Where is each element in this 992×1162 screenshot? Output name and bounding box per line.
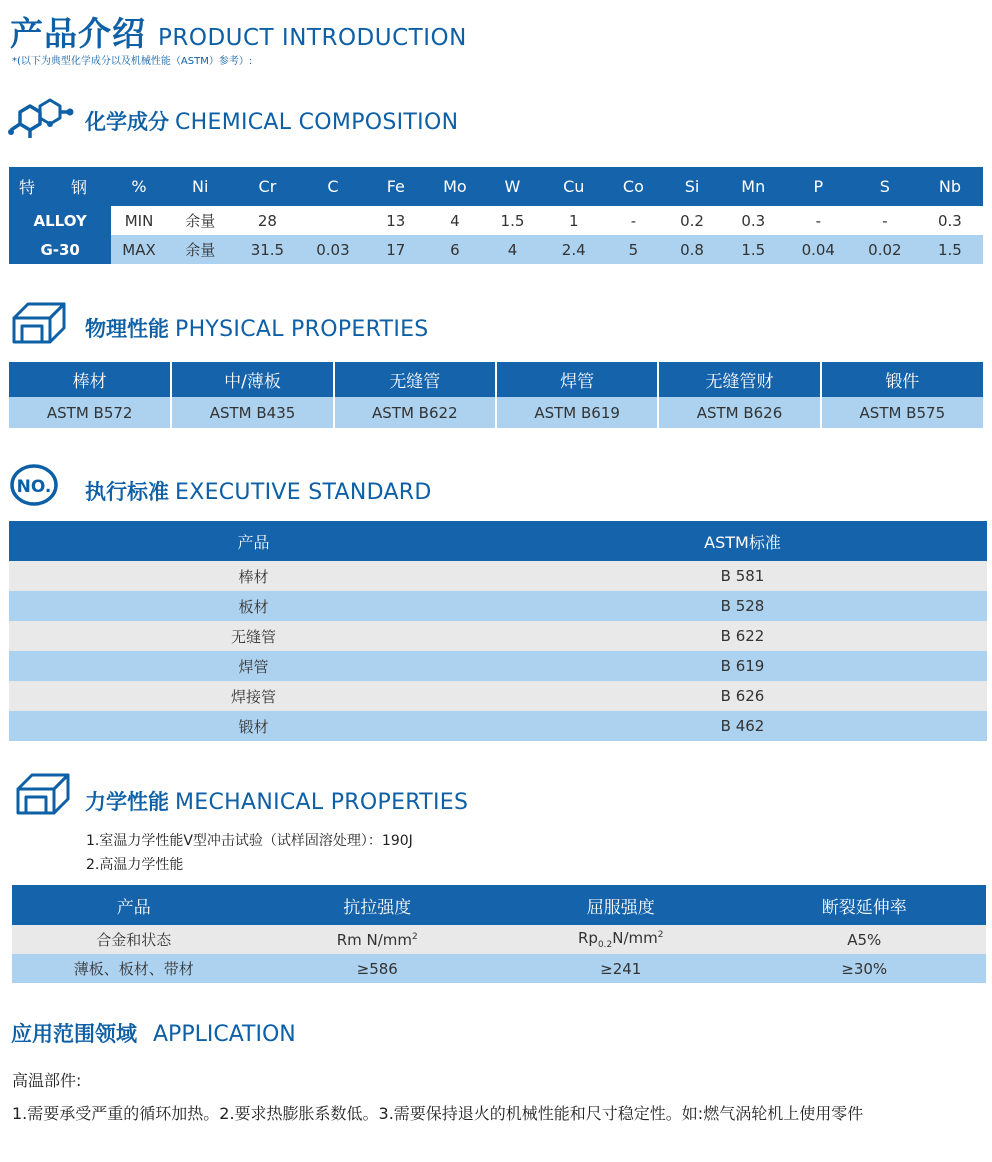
page-title-en: PRODUCT INTRODUCTION <box>158 25 467 51</box>
header-cell: 产品 <box>12 885 256 925</box>
physical-title-en: PHYSICAL PROPERTIES <box>175 317 429 342</box>
table-cell: 4 <box>427 206 483 235</box>
application-paragraph-1: 高温部件: <box>12 1071 82 1090</box>
chemical-header-row <box>9 167 983 206</box>
mechanical-properties-table <box>12 885 986 983</box>
table-cell: 余量 <box>167 235 234 264</box>
table-row <box>9 206 983 235</box>
header-cell: 中/薄板 <box>171 362 333 397</box>
mechanical-notes <box>86 829 413 877</box>
header-steel-b: 钢 <box>71 178 88 197</box>
profile-beam-icon <box>14 771 72 817</box>
table-cell: ASTM B435 <box>171 397 333 428</box>
yield-sub: 0.2 <box>597 940 613 950</box>
table-cell: 2.4 <box>542 235 606 264</box>
number-badge-icon <box>9 463 59 507</box>
table-cell-tensile-unit <box>256 925 500 954</box>
table-cell: 焊管 <box>9 651 498 681</box>
header-cell: 断裂延伸率 <box>743 885 987 925</box>
application-title-zh: 应用范围领域 <box>11 1022 137 1046</box>
header-cell: Mn <box>723 167 784 206</box>
physical-title-zh: 物理性能 <box>85 317 169 341</box>
table-cell: - <box>784 206 853 235</box>
header-cell: Fe <box>365 167 427 206</box>
table-cell: B 622 <box>498 621 987 651</box>
table-row <box>9 235 983 264</box>
header-cell: 无缝管财 <box>658 362 820 397</box>
table-cell: 余量 <box>167 206 234 235</box>
table-cell: - <box>853 206 917 235</box>
standard-title-en: EXECUTIVE STANDARD <box>175 480 432 505</box>
mechanical-header-row <box>12 885 986 925</box>
molecule-icon <box>8 98 74 142</box>
standard-section-title <box>85 476 432 506</box>
application-section-title <box>11 1018 296 1048</box>
application-paragraph-2: 1.需要承受严重的循环加热。2.要求热膨胀系数低。3.需要保持退火的机械性能和尺寸稳定性。如:燃气涡轮机上使用零件 <box>12 1104 864 1123</box>
header-cell: 棒材 <box>9 362 171 397</box>
yield-unit-sup: 2 <box>657 930 664 940</box>
application-title-en: APPLICATION <box>153 1022 296 1047</box>
header-cell: Mo <box>427 167 483 206</box>
table-row <box>9 651 987 681</box>
yield-unit: N/mm <box>612 929 658 947</box>
table-cell: 0.8 <box>661 235 723 264</box>
table-row <box>9 591 987 621</box>
table-cell: 17 <box>365 235 427 264</box>
mechanical-title-zh: 力学性能 <box>85 790 169 814</box>
table-cell: 5 <box>606 235 661 264</box>
executive-standard-table <box>9 521 987 741</box>
table-cell <box>301 206 365 235</box>
table-cell: 0.3 <box>917 206 983 235</box>
table-cell: B 581 <box>498 561 987 591</box>
table-cell: 4 <box>483 235 542 264</box>
header-cell: Si <box>661 167 723 206</box>
table-row <box>12 954 986 983</box>
page-header <box>10 8 467 55</box>
table-row <box>9 397 983 428</box>
standard-title-zh: 执行标准 <box>85 480 169 504</box>
physical-properties-table <box>9 362 983 428</box>
reference-note: *(以下为典型化学成分以及机械性能（ASTM）参考）: <box>12 56 253 67</box>
table-cell: MIN <box>111 206 166 235</box>
table-cell: ≥586 <box>256 954 500 983</box>
physical-section-title <box>85 313 429 343</box>
mechanical-section-title <box>85 786 468 816</box>
header-cell: 产品 <box>9 521 498 561</box>
table-cell: 1 <box>542 206 606 235</box>
table-cell: 1.5 <box>483 206 542 235</box>
header-cell: 焊管 <box>496 362 658 397</box>
chemical-title-en: CHEMICAL COMPOSITION <box>175 110 459 135</box>
table-cell: 无缝管 <box>9 621 498 651</box>
table-cell: 0.02 <box>853 235 917 264</box>
header-cell: 无缝管 <box>334 362 496 397</box>
header-cell: Cr <box>234 167 301 206</box>
table-cell: 6 <box>427 235 483 264</box>
header-cell: Ni <box>167 167 234 206</box>
table-cell: B 528 <box>498 591 987 621</box>
table-row <box>9 711 987 741</box>
table-cell: MAX <box>111 235 166 264</box>
table-cell: 焊接管 <box>9 681 498 711</box>
table-cell: 13 <box>365 206 427 235</box>
header-steel <box>9 167 111 206</box>
table-cell: ASTM B572 <box>9 397 171 428</box>
table-cell: 0.2 <box>661 206 723 235</box>
tensile-unit: Rm N/mm <box>336 930 413 949</box>
header-cell: ASTM标准 <box>498 521 987 561</box>
yield-symbol: Rp <box>577 929 598 947</box>
header-steel-a: 特 <box>19 178 36 197</box>
table-cell: 1.5 <box>723 235 784 264</box>
table-cell: ASTM B619 <box>496 397 658 428</box>
mechanical-note-2: 2.高温力学性能 <box>86 857 184 873</box>
alloy-label-line2: G-30 <box>9 235 111 264</box>
table-row <box>9 621 987 651</box>
mechanical-note-1: 1.室温力学性能V型冲击试验（试样固溶处理）：190J <box>86 833 413 849</box>
table-cell: ASTM B626 <box>658 397 820 428</box>
table-cell: B 462 <box>498 711 987 741</box>
table-cell: 28 <box>234 206 301 235</box>
tensile-unit-sup: 2 <box>412 931 418 942</box>
header-cell: S <box>853 167 917 206</box>
mechanical-title-en: MECHANICAL PROPERTIES <box>175 790 469 815</box>
table-cell-yield-unit <box>499 925 743 954</box>
header-cell: 锻件 <box>821 362 983 397</box>
chemical-composition-table <box>9 167 983 264</box>
table-cell: 0.04 <box>784 235 853 264</box>
profile-beam-icon <box>10 300 68 346</box>
table-cell: 合金和状态 <box>12 925 256 954</box>
table-cell: 0.03 <box>301 235 365 264</box>
table-cell: ≥30% <box>743 954 987 983</box>
table-row <box>9 561 987 591</box>
header-cell: Cu <box>542 167 606 206</box>
table-cell: A5% <box>743 925 987 954</box>
header-cell: Nb <box>917 167 983 206</box>
header-cell: C <box>301 167 365 206</box>
alloy-label-line1: ALLOY <box>9 206 111 235</box>
table-cell: 1.5 <box>917 235 983 264</box>
standard-header-row <box>9 521 987 561</box>
header-cell: 屈服强度 <box>499 885 743 925</box>
page-title-zh: 产品介绍 <box>10 14 146 53</box>
physical-header-row <box>9 362 983 397</box>
header-cell: 抗拉强度 <box>256 885 500 925</box>
table-cell: 薄板、板材、带材 <box>12 954 256 983</box>
table-cell: B 626 <box>498 681 987 711</box>
table-cell: 31.5 <box>234 235 301 264</box>
table-cell: ASTM B622 <box>334 397 496 428</box>
number-badge-text: NO. <box>16 477 52 497</box>
table-cell: 棒材 <box>9 561 498 591</box>
table-cell: 锻材 <box>9 711 498 741</box>
chemical-section-title <box>85 106 458 136</box>
table-row <box>12 925 986 954</box>
chemical-title-zh: 化学成分 <box>85 110 169 134</box>
header-cell: % <box>111 167 166 206</box>
table-cell: 0.3 <box>723 206 784 235</box>
table-cell: ASTM B575 <box>821 397 983 428</box>
header-cell: P <box>784 167 853 206</box>
table-row <box>9 681 987 711</box>
table-cell: - <box>606 206 661 235</box>
header-cell: W <box>483 167 542 206</box>
table-cell: ≥241 <box>499 954 743 983</box>
table-cell: B 619 <box>498 651 987 681</box>
table-cell: 板材 <box>9 591 498 621</box>
header-cell: Co <box>606 167 661 206</box>
